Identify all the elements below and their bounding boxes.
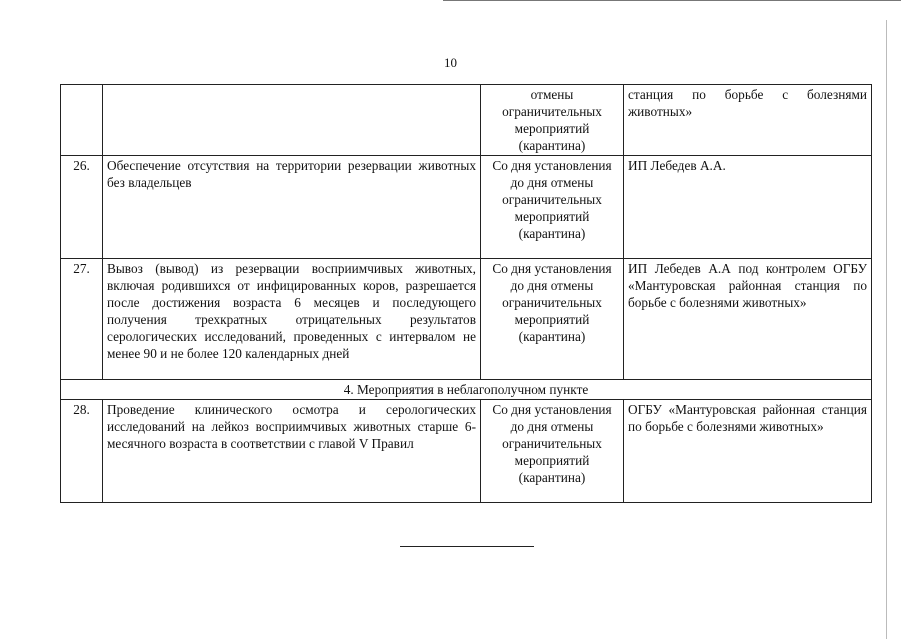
section-heading: 4. Мероприятия в неблагополучном пункте bbox=[61, 380, 872, 400]
row-number bbox=[61, 85, 103, 156]
footnote-separator bbox=[400, 546, 534, 547]
table-row bbox=[61, 156, 872, 259]
page-number: 10 bbox=[444, 55, 457, 70]
page-right-edge bbox=[886, 20, 887, 639]
row-term: Со дня установления до дня отмены ограничительных мероприятий (карантина) bbox=[481, 156, 624, 259]
table-row bbox=[61, 400, 872, 503]
row-responsible: станция по борьбе с болезнями животных» bbox=[624, 85, 872, 156]
row-number: 27. bbox=[61, 259, 103, 380]
row-event: Обеспечение отсутствия на территории резервации животных без владельцев bbox=[103, 156, 481, 259]
row-responsible: ИП Лебедев А.А. bbox=[624, 156, 872, 259]
row-term: Со дня установления до дня отмены ограничительных мероприятий (карантина) bbox=[481, 400, 624, 503]
section-row bbox=[61, 380, 872, 400]
row-event bbox=[103, 85, 481, 156]
row-term: отмены ограничительных мероприятий (карантина) bbox=[481, 85, 624, 156]
row-responsible: ОГБУ «Мантуровская районная станция по борьбе с болезнями животных» bbox=[624, 400, 872, 503]
row-event: Проведение клинического осмотра и серологических исследований на лейкоз восприимчивых животных старше 6-месячного возраста в соответствии с главой V Правил bbox=[103, 400, 481, 503]
row-number: 26. bbox=[61, 156, 103, 259]
table-row bbox=[61, 85, 872, 156]
row-responsible: ИП Лебедев А.А под контролем ОГБУ «Мантуровская районная станция по борьбе с болезнями животных» bbox=[624, 259, 872, 380]
table-row bbox=[61, 259, 872, 380]
page-top-rule bbox=[443, 0, 901, 1]
measures-table bbox=[60, 84, 872, 503]
row-number: 28. bbox=[61, 400, 103, 503]
row-term: Со дня установления до дня отмены ограничительных мероприятий (карантина) bbox=[481, 259, 624, 380]
row-event: Вывоз (вывод) из резервации восприимчивых животных, включая родившихся от инфицированных коров, разрешается после достижения возраста 6 месяцев и последующего получения трехкратных отрицательных результатов серологических исследований, проведенных с интервалом не менее 90 и не более 120 календарных дней bbox=[103, 259, 481, 380]
